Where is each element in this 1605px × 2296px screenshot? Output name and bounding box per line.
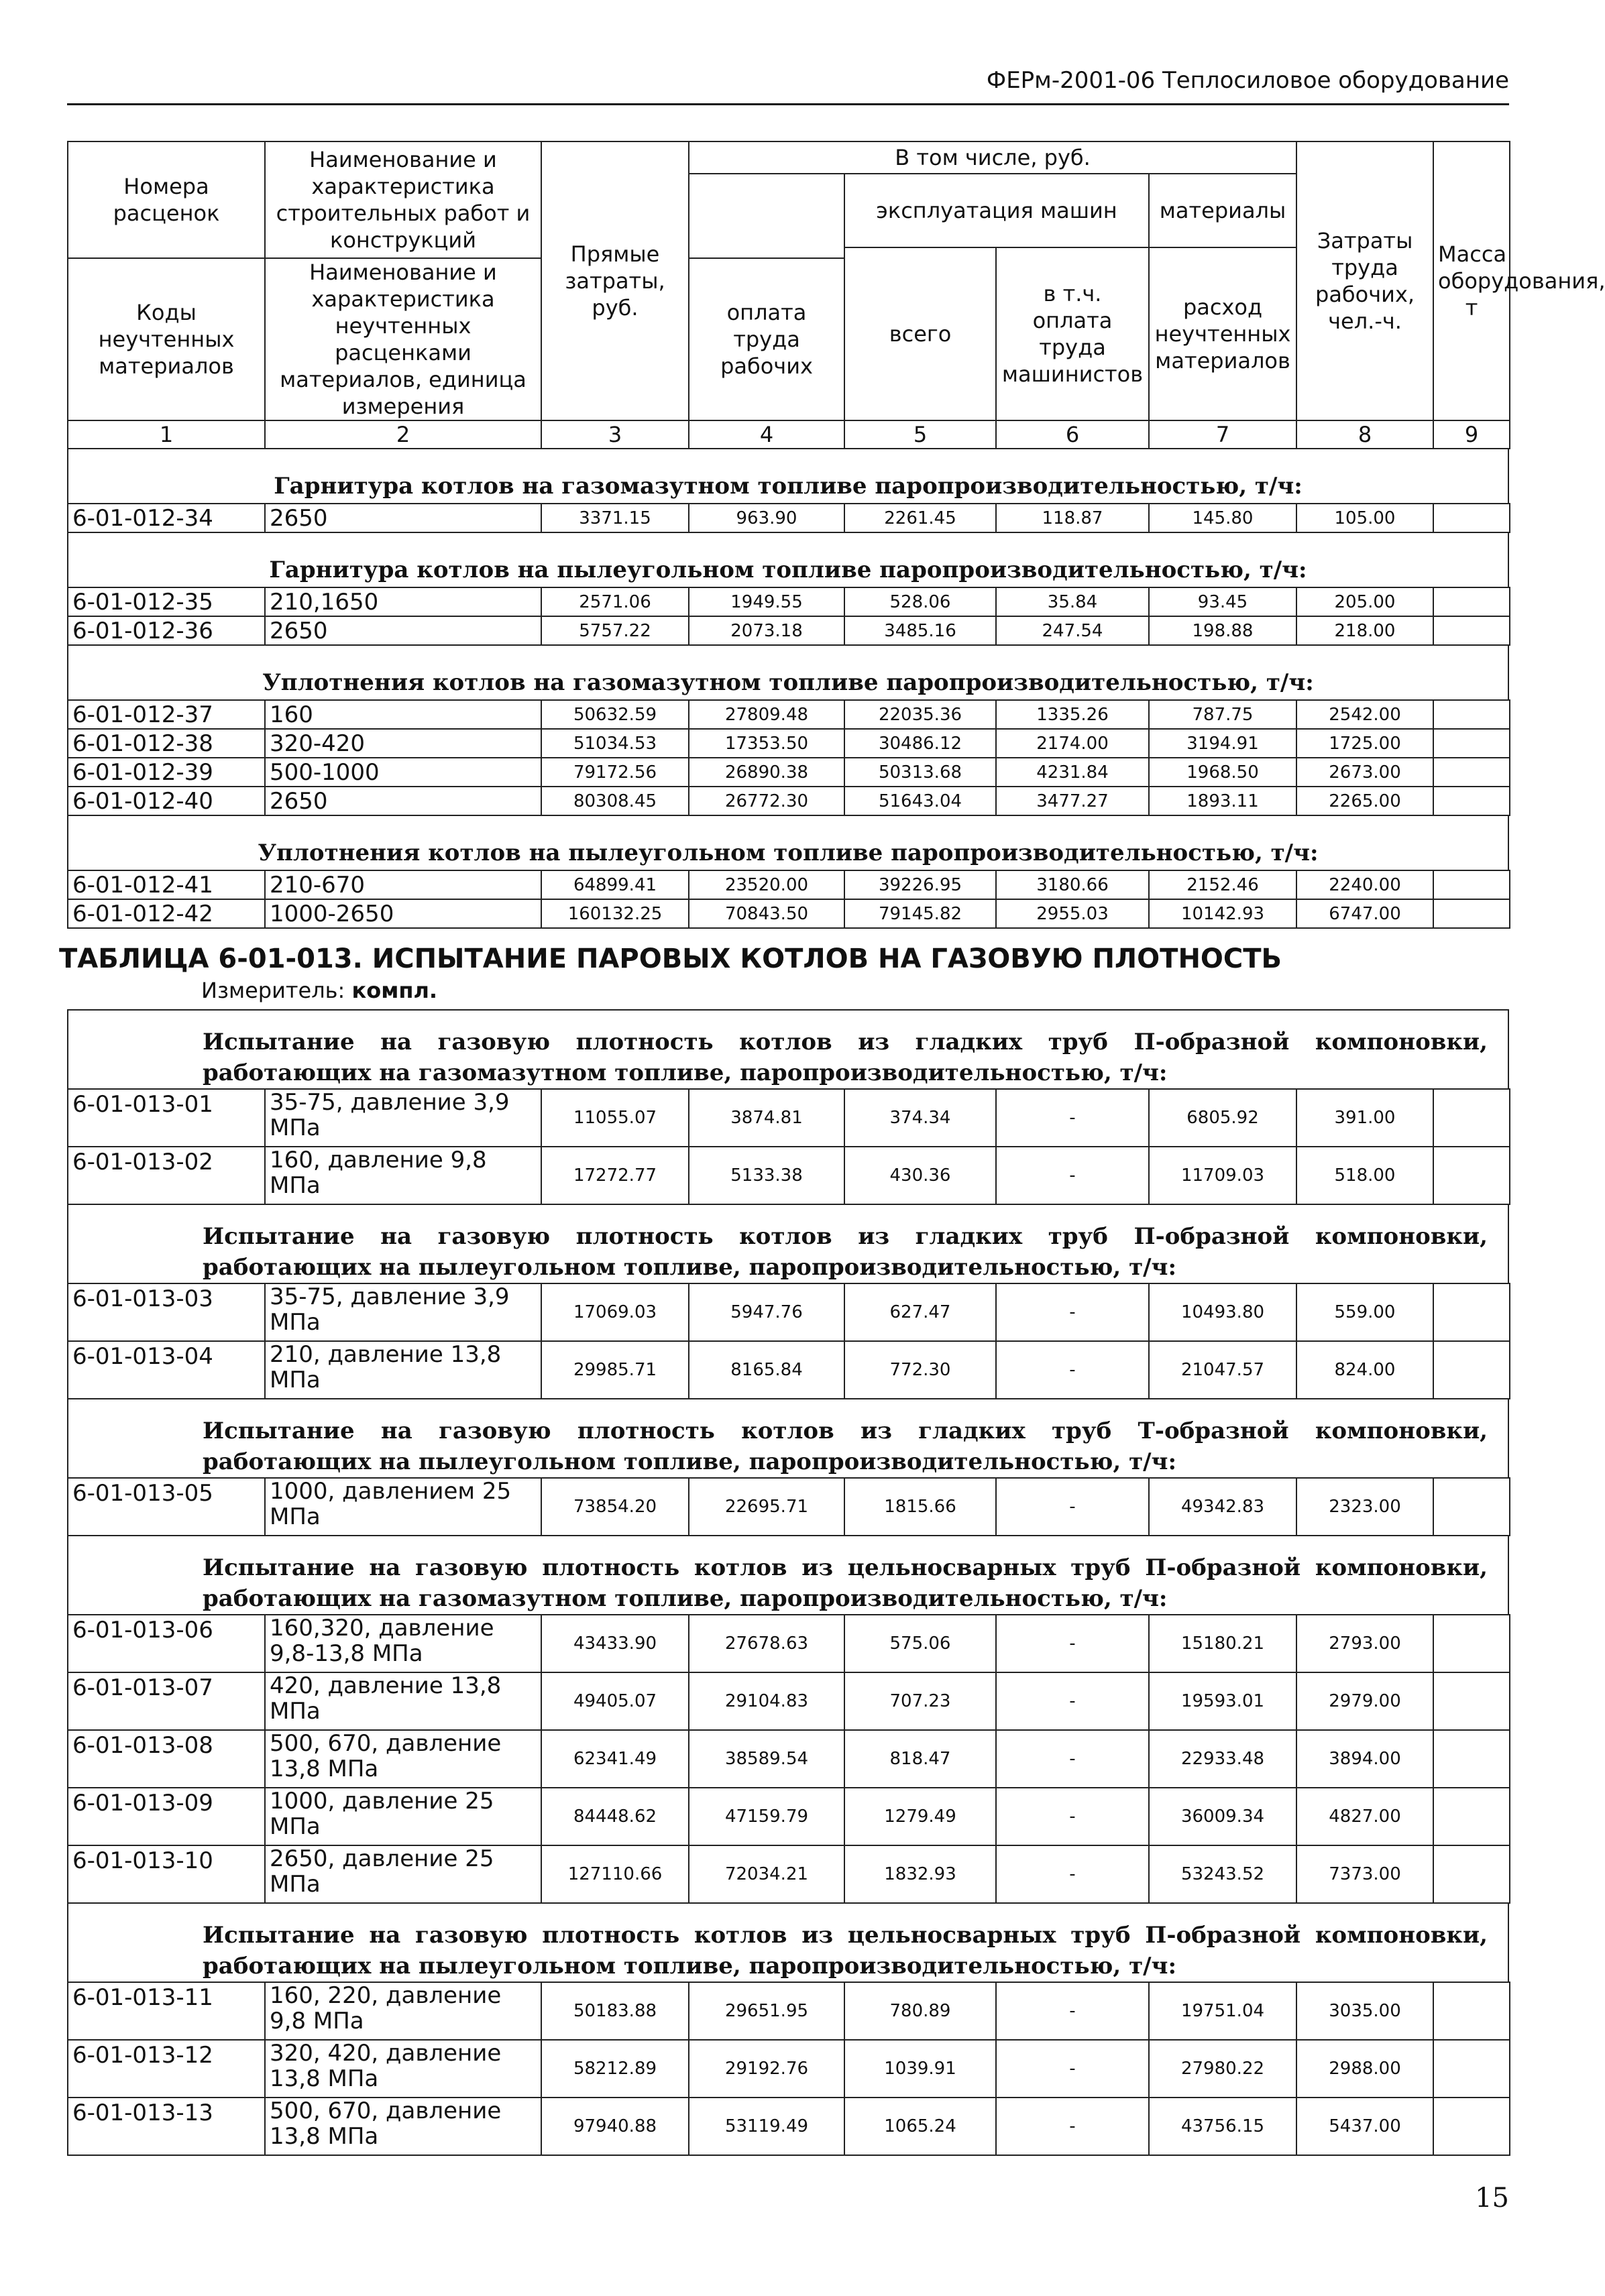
cell-name: 35-75, давление 3,9 МПа: [265, 1089, 541, 1147]
section-title: Гарнитура котлов на пылеугольном топливе паропроизводительностью, т/ч:: [67, 533, 1509, 587]
cell-labor: 17353.50: [689, 729, 844, 758]
cell-mass: [1433, 1788, 1510, 1845]
cell-name: 2650: [265, 787, 541, 815]
cell-mat: 19751.04: [1149, 1982, 1296, 2040]
cell-code: 6-01-013-04: [68, 1341, 265, 1399]
col-number: 1: [68, 420, 265, 449]
cell-mach-labor: -: [996, 1672, 1149, 1730]
col-number: 6: [996, 420, 1149, 449]
cell-name: 500-1000: [265, 758, 541, 787]
section-table: [67, 1477, 1510, 1536]
cell-mach: 430.36: [844, 1147, 996, 1204]
cell-mass: [1433, 1341, 1510, 1399]
cell-code: 6-01-013-13: [68, 2098, 265, 2155]
cell-mach: 780.89: [844, 1982, 996, 2040]
cell-mach: 1065.24: [844, 2098, 996, 2155]
cell-code: 6-01-013-07: [68, 1672, 265, 1730]
cell-code: 6-01-012-42: [68, 899, 265, 928]
cell-mach: 22035.36: [844, 700, 996, 729]
cell-code: 6-01-012-38: [68, 729, 265, 758]
cell-name: 500, 670, давление 13,8 МПа: [265, 1730, 541, 1788]
table-row: [68, 1478, 1510, 1536]
cell-direct: 64899.41: [541, 870, 689, 899]
cell-mach-labor: 4231.84: [996, 758, 1149, 787]
section-table: [67, 1283, 1510, 1399]
cell-name: 1000-2650: [265, 899, 541, 928]
col-number: 9: [1433, 420, 1510, 449]
cell-hours: 218.00: [1296, 616, 1433, 645]
cell-mat: 198.88: [1149, 616, 1296, 645]
cell-mass: [1433, 1672, 1510, 1730]
cell-mass: [1433, 587, 1510, 616]
cell-mach-labor: -: [996, 1147, 1149, 1204]
table-row: [68, 1730, 1510, 1788]
header-col1-bottom: Коды неучтенных материалов: [68, 258, 265, 420]
cell-direct: 84448.62: [541, 1788, 689, 1845]
cell-mach-labor: 247.54: [996, 616, 1149, 645]
cell-direct: 29985.71: [541, 1341, 689, 1399]
cell-labor: 26772.30: [689, 787, 844, 815]
cell-hours: 2542.00: [1296, 700, 1433, 729]
cell-mat: 10142.93: [1149, 899, 1296, 928]
cell-mass: [1433, 2040, 1510, 2098]
col-number: 4: [689, 420, 844, 449]
cell-mass: [1433, 1478, 1510, 1536]
cell-mat: 36009.34: [1149, 1788, 1296, 1845]
cell-mach: 79145.82: [844, 899, 996, 928]
header-col4: оплата труда рабочих: [689, 258, 844, 420]
cell-mach: 772.30: [844, 1341, 996, 1399]
cell-code: 6-01-013-05: [68, 1478, 265, 1536]
cell-code: 6-01-012-40: [68, 787, 265, 815]
cell-hours: 6747.00: [1296, 899, 1433, 928]
section-title: Испытание на газовую плотность котлов из цельносварных труб П-образной компоновки, работающих на газомазутном топливе, паропроизводительностью, т/ч:: [67, 1536, 1509, 1614]
cell-mach-labor: 3477.27: [996, 787, 1149, 815]
cell-hours: 5437.00: [1296, 2098, 1433, 2155]
cell-direct: 127110.66: [541, 1845, 689, 1903]
cell-labor: 8165.84: [689, 1341, 844, 1399]
cell-mat: 53243.52: [1149, 1845, 1296, 1903]
cell-name: 160, давление 9,8 МПа: [265, 1147, 541, 1204]
cell-mach-labor: -: [996, 1341, 1149, 1399]
cell-mach-labor: -: [996, 1478, 1149, 1536]
table-6-01-013-sections: [67, 1011, 1509, 2156]
table-row: [68, 899, 1510, 928]
cell-name: 500, 670, давление 13,8 МПа: [265, 2098, 541, 2155]
col-number: 3: [541, 420, 689, 449]
cell-name: 160: [265, 700, 541, 729]
cell-name: 320, 420, давление 13,8 МПа: [265, 2040, 541, 2098]
cell-mass: [1433, 616, 1510, 645]
section-table: [67, 1982, 1510, 2156]
cell-code: 6-01-013-01: [68, 1089, 265, 1147]
cell-hours: 2240.00: [1296, 870, 1433, 899]
col-number: 2: [265, 420, 541, 449]
cell-mach-labor: -: [996, 1730, 1149, 1788]
cell-labor: 53119.49: [689, 2098, 844, 2155]
cell-labor: 1949.55: [689, 587, 844, 616]
cell-hours: 2673.00: [1296, 758, 1433, 787]
section-title: Гарнитура котлов на газомазутном топливе паропроизводительностью, т/ч:: [67, 449, 1509, 503]
cell-mach-labor: 35.84: [996, 587, 1149, 616]
cell-direct: 49405.07: [541, 1672, 689, 1730]
section-title: Испытание на газовую плотность котлов из цельносварных труб П-образной компоновки, работающих на пылеугольном топливе, паропроизводительностью, т/ч:: [67, 1904, 1509, 1982]
meter-value: компл.: [351, 978, 438, 1003]
cell-name: 320-420: [265, 729, 541, 758]
cell-code: 6-01-013-09: [68, 1788, 265, 1845]
cell-code: 6-01-013-11: [68, 1982, 265, 2040]
cell-hours: 3894.00: [1296, 1730, 1433, 1788]
cell-mach-labor: -: [996, 1982, 1149, 2040]
cell-code: 6-01-013-03: [68, 1283, 265, 1341]
cell-mach: 528.06: [844, 587, 996, 616]
cell-labor: 27678.63: [689, 1615, 844, 1672]
cell-direct: 58212.89: [541, 2040, 689, 2098]
header-col6: в т.ч. оплата труда машинистов: [996, 247, 1149, 420]
section-table: [67, 1614, 1510, 1904]
cell-direct: 160132.25: [541, 899, 689, 928]
section-title: Уплотнения котлов на пылеугольном топливе паропроизводительностью, т/ч:: [67, 816, 1509, 870]
cell-labor: 963.90: [689, 504, 844, 532]
table-row: [68, 1982, 1510, 2040]
cell-hours: 391.00: [1296, 1089, 1433, 1147]
cell-mach-labor: -: [996, 1788, 1149, 1845]
cell-mass: [1433, 700, 1510, 729]
cell-mat: 15180.21: [1149, 1615, 1296, 1672]
cell-mach: 627.47: [844, 1283, 996, 1341]
cell-code: 6-01-013-06: [68, 1615, 265, 1672]
table-title: ТАБЛИЦА 6-01-013. ИСПЫТАНИЕ ПАРОВЫХ КОТЛОВ НА ГАЗОВУЮ ПЛОТНОСТЬ: [59, 943, 1282, 974]
header-materials: материалы: [1149, 174, 1296, 247]
header-col9: Масса оборудования, т: [1433, 141, 1510, 420]
cell-code: 6-01-013-12: [68, 2040, 265, 2098]
cell-direct: 50632.59: [541, 700, 689, 729]
cell-hours: 1725.00: [1296, 729, 1433, 758]
cell-mass: [1433, 1730, 1510, 1788]
cell-mass: [1433, 1147, 1510, 1204]
cell-code: 6-01-012-39: [68, 758, 265, 787]
section-table: [67, 870, 1510, 929]
cell-direct: 43433.90: [541, 1615, 689, 1672]
cell-mach: 1279.49: [844, 1788, 996, 1845]
cell-name: 160,320, давление 9,8-13,8 МПа: [265, 1615, 541, 1672]
cell-labor: 26890.38: [689, 758, 844, 787]
cell-name: 2650, давление 25 МПа: [265, 1845, 541, 1903]
cell-mat: 6805.92: [1149, 1089, 1296, 1147]
cell-mass: [1433, 758, 1510, 787]
cell-mat: 19593.01: [1149, 1672, 1296, 1730]
cell-labor: 22695.71: [689, 1478, 844, 1536]
table-meter: [67, 976, 1509, 1011]
cell-mat: 27980.22: [1149, 2040, 1296, 2098]
cell-hours: 518.00: [1296, 1147, 1433, 1204]
cell-labor: 72034.21: [689, 1845, 844, 1903]
section-table: [67, 587, 1510, 646]
table-row: [68, 1283, 1510, 1341]
cell-hours: 205.00: [1296, 587, 1433, 616]
table-row: [68, 2098, 1510, 2155]
table-header: [67, 141, 1605, 449]
col-number: 5: [844, 420, 996, 449]
cell-labor: 5133.38: [689, 1147, 844, 1204]
header-col2-bottom: Наименование и характеристика неучтенных расценками материалов, единица измерения: [265, 258, 541, 420]
table-row: [68, 758, 1510, 787]
cell-mach-labor: 3180.66: [996, 870, 1149, 899]
cell-direct: 5757.22: [541, 616, 689, 645]
cell-mass: [1433, 787, 1510, 815]
header-blank-4: [689, 174, 844, 258]
cell-hours: 3035.00: [1296, 1982, 1433, 2040]
cell-mach-labor: -: [996, 2040, 1149, 2098]
cell-direct: 2571.06: [541, 587, 689, 616]
cell-mass: [1433, 2098, 1510, 2155]
cell-name: 160, 220, давление 9,8 МПа: [265, 1982, 541, 2040]
cell-mass: [1433, 899, 1510, 928]
table-row: [68, 729, 1510, 758]
cell-direct: 3371.15: [541, 504, 689, 532]
rates-table-frame: [59, 141, 1605, 2150]
cell-mach: 374.34: [844, 1089, 996, 1147]
cell-direct: 79172.56: [541, 758, 689, 787]
cell-mat: 145.80: [1149, 504, 1296, 532]
cell-code: 6-01-012-35: [68, 587, 265, 616]
header-rule: [67, 103, 1509, 105]
table-row: [68, 1672, 1510, 1730]
cell-direct: 62341.49: [541, 1730, 689, 1788]
cell-mass: [1433, 1089, 1510, 1147]
cell-labor: 5947.76: [689, 1283, 844, 1341]
cell-mach-labor: -: [996, 1283, 1149, 1341]
cell-labor: 27809.48: [689, 700, 844, 729]
cell-mach: 51643.04: [844, 787, 996, 815]
section-table: [67, 1088, 1510, 1205]
cell-hours: 2323.00: [1296, 1478, 1433, 1536]
cell-name: 210, давление 13,8 МПа: [265, 1341, 541, 1399]
cell-labor: 23520.00: [689, 870, 844, 899]
table-row: [68, 616, 1510, 645]
cell-direct: 51034.53: [541, 729, 689, 758]
meter-label: Измеритель:: [201, 978, 345, 1003]
cell-mass: [1433, 1845, 1510, 1903]
cell-name: 1000, давление 25 МПа: [265, 1788, 541, 1845]
cell-mach: 818.47: [844, 1730, 996, 1788]
section-title: Испытание на газовую плотность котлов из гладких труб П-образной компоновки, работающих на газомазутном топливе, паропроизводительностью, т/ч:: [67, 1011, 1509, 1088]
cell-mat: 49342.83: [1149, 1478, 1296, 1536]
cell-mat: 93.45: [1149, 587, 1296, 616]
cell-mass: [1433, 729, 1510, 758]
cell-labor: 29192.76: [689, 2040, 844, 2098]
cell-labor: 2073.18: [689, 616, 844, 645]
cell-mach-labor: -: [996, 1615, 1149, 1672]
cell-mass: [1433, 1615, 1510, 1672]
cell-hours: 2793.00: [1296, 1615, 1433, 1672]
cell-name: 2650: [265, 504, 541, 532]
table-row: [68, 1788, 1510, 1845]
section-title: Испытание на газовую плотность котлов из гладких труб Т-образной компоновки, работающих на пылеугольном топливе, паропроизводительностью, т/ч:: [67, 1399, 1509, 1477]
cell-direct: 80308.45: [541, 787, 689, 815]
cell-code: 6-01-013-02: [68, 1147, 265, 1204]
cell-mat: 22933.48: [1149, 1730, 1296, 1788]
table-row: [68, 700, 1510, 729]
header-col7: расход неучтенных материалов: [1149, 247, 1296, 420]
cell-mach-labor: 1335.26: [996, 700, 1149, 729]
cell-hours: 4827.00: [1296, 1788, 1433, 1845]
cell-direct: 17272.77: [541, 1147, 689, 1204]
cell-name: 420, давление 13,8 МПа: [265, 1672, 541, 1730]
cell-mach: 1815.66: [844, 1478, 996, 1536]
cell-name: 35-75, давление 3,9 МПа: [265, 1283, 541, 1341]
cell-mach: 575.06: [844, 1615, 996, 1672]
cell-hours: 2988.00: [1296, 2040, 1433, 2098]
cell-labor: 29104.83: [689, 1672, 844, 1730]
cell-mat: 11709.03: [1149, 1147, 1296, 1204]
cell-labor: 3874.81: [689, 1089, 844, 1147]
cell-name: 210-670: [265, 870, 541, 899]
header-col2-top: Наименование и характеристика строительных работ и конструкций: [265, 141, 541, 258]
table-row: [68, 787, 1510, 815]
cell-mat: 2152.46: [1149, 870, 1296, 899]
cell-mat: 1968.50: [1149, 758, 1296, 787]
cell-code: 6-01-012-34: [68, 504, 265, 532]
header-machines: эксплуатация машин: [844, 174, 1149, 247]
table-row: [68, 1341, 1510, 1399]
cell-mach-labor: 2174.00: [996, 729, 1149, 758]
cell-mach: 50313.68: [844, 758, 996, 787]
table-row: [68, 2040, 1510, 2098]
cell-mach-labor: -: [996, 1089, 1149, 1147]
cell-hours: 7373.00: [1296, 1845, 1433, 1903]
cell-mach-labor: -: [996, 2098, 1149, 2155]
cell-name: 210,1650: [265, 587, 541, 616]
cell-mat: 10493.80: [1149, 1283, 1296, 1341]
cell-mach-labor: -: [996, 1845, 1149, 1903]
cell-mat: 21047.57: [1149, 1341, 1296, 1399]
header-col3: Прямые затраты, руб.: [541, 141, 689, 420]
cell-direct: 73854.20: [541, 1478, 689, 1536]
cell-hours: 824.00: [1296, 1341, 1433, 1399]
cell-mach: 707.23: [844, 1672, 996, 1730]
cell-code: 6-01-012-36: [68, 616, 265, 645]
cell-labor: 38589.54: [689, 1730, 844, 1788]
col-number: 8: [1296, 420, 1433, 449]
cell-hours: 2979.00: [1296, 1672, 1433, 1730]
cell-name: 1000, давлением 25 МПа: [265, 1478, 541, 1536]
cell-direct: 17069.03: [541, 1283, 689, 1341]
cell-labor: 70843.50: [689, 899, 844, 928]
cell-hours: 559.00: [1296, 1283, 1433, 1341]
cell-mach: 2261.45: [844, 504, 996, 532]
section-table: [67, 699, 1510, 816]
cell-mach-labor: 2955.03: [996, 899, 1149, 928]
header-number-row: [68, 420, 1510, 449]
cell-mach: 39226.95: [844, 870, 996, 899]
cell-mach: 3485.16: [844, 616, 996, 645]
cell-mach: 30486.12: [844, 729, 996, 758]
section-title: Уплотнения котлов на газомазутном топливе паропроизводительностью, т/ч:: [67, 646, 1509, 699]
cell-mat: 787.75: [1149, 700, 1296, 729]
table-row: [68, 504, 1510, 532]
cell-direct: 50183.88: [541, 1982, 689, 2040]
cell-name: 2650: [265, 616, 541, 645]
table-row: [68, 1615, 1510, 1672]
cell-mach-labor: 118.87: [996, 504, 1149, 532]
cell-direct: 11055.07: [541, 1089, 689, 1147]
header-col8: Затраты труда рабочих, чел.-ч.: [1296, 141, 1433, 420]
cell-code: 6-01-013-08: [68, 1730, 265, 1788]
cell-mat: 1893.11: [1149, 787, 1296, 815]
header-col1-top: Номера расценок: [68, 141, 265, 258]
cell-mach: 1039.91: [844, 2040, 996, 2098]
cell-mass: [1433, 870, 1510, 899]
cell-mass: [1433, 1283, 1510, 1341]
cell-mach: 1832.93: [844, 1845, 996, 1903]
cell-hours: 105.00: [1296, 504, 1433, 532]
cell-labor: 47159.79: [689, 1788, 844, 1845]
header-in-that: В том числе, руб.: [689, 141, 1296, 174]
header-col5: всего: [844, 247, 996, 420]
table-row: [68, 587, 1510, 616]
table-row: [68, 1147, 1510, 1204]
page-header-title: ФЕРм-2001-06 Теплосиловое оборудование: [986, 67, 1509, 94]
table-row: [68, 1845, 1510, 1903]
cell-code: 6-01-012-37: [68, 700, 265, 729]
table-row: [68, 870, 1510, 899]
cell-mass: [1433, 504, 1510, 532]
table-6-01-012-sections: [67, 449, 1509, 929]
cell-labor: 29651.95: [689, 1982, 844, 2040]
cell-mat: 43756.15: [1149, 2098, 1296, 2155]
page-number: 15: [1475, 2183, 1509, 2214]
cell-mass: [1433, 1982, 1510, 2040]
cell-mat: 3194.91: [1149, 729, 1296, 758]
section-table: [67, 503, 1510, 533]
section-title: Испытание на газовую плотность котлов из гладких труб П-образной компоновки, работающих на пылеугольном топливе, паропроизводительностью, т/ч:: [67, 1205, 1509, 1283]
table-row: [68, 1089, 1510, 1147]
cell-code: 6-01-013-10: [68, 1845, 265, 1903]
cell-direct: 97940.88: [541, 2098, 689, 2155]
cell-hours: 2265.00: [1296, 787, 1433, 815]
col-number: 7: [1149, 420, 1296, 449]
cell-code: 6-01-012-41: [68, 870, 265, 899]
